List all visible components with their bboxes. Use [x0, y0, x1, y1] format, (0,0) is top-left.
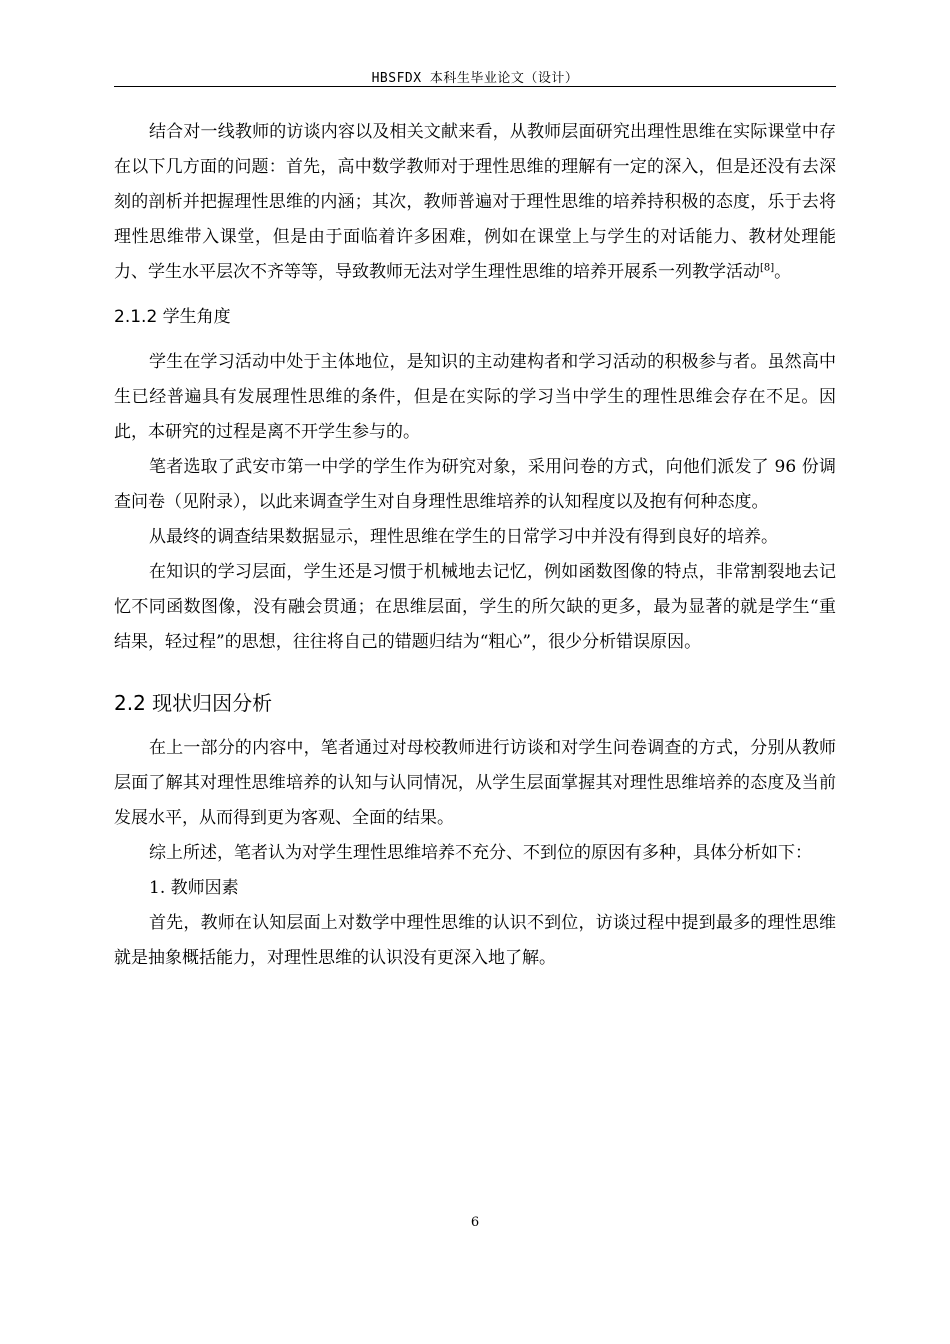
- document-body: [114, 115, 836, 976]
- page-number: 6: [470, 1215, 480, 1230]
- page-header: HBSFDX 本科生毕业论文（设计）: [371, 71, 579, 86]
- paragraph: 在知识的学习层面，学生还是习惯于机械地去记忆，例如函数图像的特点，非常割裂地去记忆不同函数图像，没有融会贯通；在思维层面，学生的所欠缺的更多，最为显著的就是学生“重结果，轻过程”的思想，往往将自己的错题归结为“粗心”，很少分析错误原因。: [114, 562, 836, 652]
- paragraph-text: 结合对一线教师的访谈内容以及相关文献来看，从教师层面研究出理性思维在实际课堂中存在以下几方面的问题：首先，高中数学教师对于理性思维的理解有一定的深入，但是还没有去深刻的剖析并把握理性思维的内涵；其次，教师普遍对于理性思维的培养持积极的态度，乐于去将理性思维带入课堂，但是由于面临着许多困难，例如在课堂上与学生的对话能力、教材处理能力、学生水平层次不齐等等，导致教师无法对学生理性思维的培养开展系一列教学活动: [114, 122, 836, 282]
- paragraph: 综上所述，笔者认为对学生理性思维培养不充分、不到位的原因有多种，具体分析如下：: [149, 843, 812, 863]
- paragraph: 学生在学习活动中处于主体地位，是知识的主动建构者和学习活动的积极参与者。虽然高中生已经普遍具有发展理性思维的条件，但是在实际的学习当中学生的理性思维会存在不足。因此，本研究的过程是离不开学生参与的。: [114, 352, 836, 442]
- section-heading: 2.1.2 学生角度: [114, 307, 231, 327]
- paragraph: 首先，教师在认知层面上对数学中理性思维的认识不到位，访谈过程中提到最多的理性思维就是抽象概括能力，对理性思维的认识没有更深入地了解。: [114, 913, 836, 968]
- paragraph: 从最终的调查结果数据显示，理性思维在学生的日常学习中并没有得到良好的培养。: [149, 527, 778, 547]
- paragraph: 在上一部分的内容中，笔者通过对母校教师进行访谈和对学生问卷调查的方式，分别从教师层面了解其对理性思维培养的认知与认同情况，从学生层面掌握其对理性思维培养的态度及当前发展水平，从而得到更为客观、全面的结果。: [114, 738, 836, 828]
- section-heading: 2.2 现状归因分析: [114, 691, 273, 715]
- header-rule: [114, 86, 836, 87]
- paragraph: [114, 115, 836, 290]
- paragraph: 笔者选取了武安市第一中学的学生作为研究对象，采用问卷的方式，向他们派发了 96 份调查问卷（见附录），以此来调查学生对自身理性思维培养的认知程度以及抱有何种态度。: [114, 457, 836, 512]
- citation: [8]: [760, 262, 775, 274]
- paragraph-end: 。: [774, 262, 792, 282]
- list-item: 1. 教师因素: [149, 878, 239, 898]
